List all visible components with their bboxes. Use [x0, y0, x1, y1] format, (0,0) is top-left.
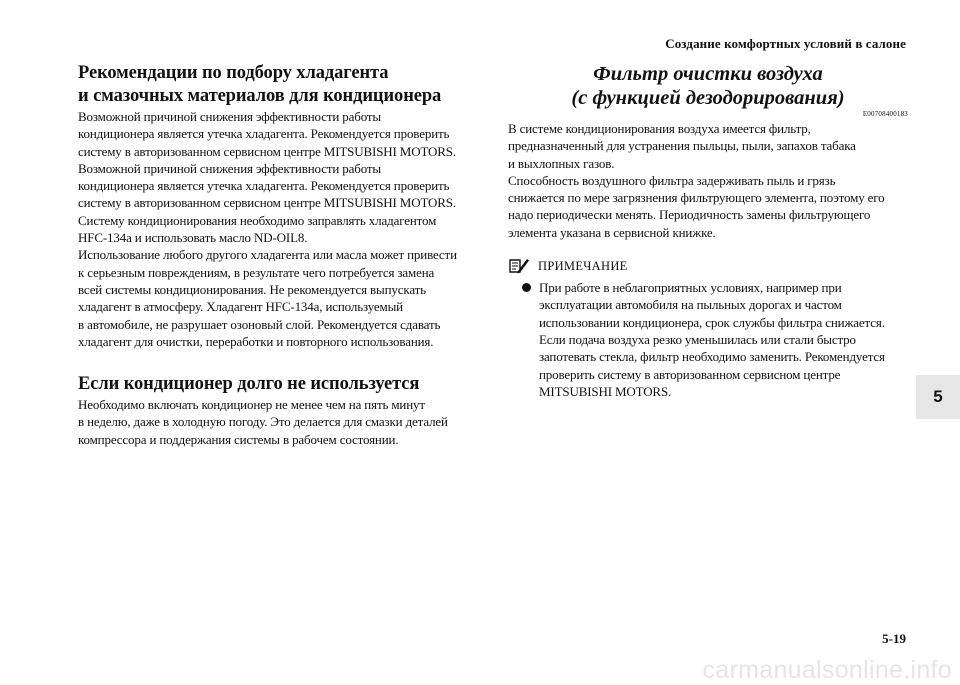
text-line: При работе в неблагоприятных условиях, например при — [539, 280, 842, 296]
text-line: хладагент для очистки, переработки и повторного использования. — [78, 333, 434, 349]
text-line: снижается по мере загрязнения фильтрующего элемента, поэтому его — [508, 190, 885, 206]
refrigerant-paragraph — [78, 108, 478, 350]
text-line: к серьезным повреждениям, в результате чего потребуется замена — [78, 264, 435, 280]
filter-section-title — [508, 62, 908, 110]
section-title-line: и смазочных материалов для кондиционера — [78, 86, 442, 106]
text-line: Возможной причиной снижения эффективности работы — [78, 160, 381, 176]
text-line: В системе кондиционирования воздуха имеется фильтр, — [508, 121, 811, 136]
text-line: хладагент в атмосферу. Хладагент HFC-134a, используемый — [78, 299, 403, 315]
text-line: проверить систему в авторизованном сервисном центре — [539, 366, 841, 382]
section-title-unused: Если кондиционер долго не используется — [78, 374, 420, 395]
text-line: кондиционера является утечка хладагента. Рекомендуется проверить — [78, 126, 450, 142]
text-line: эксплуатации автомобиля на пыльных дорогах и частом — [539, 297, 842, 313]
note-text — [539, 279, 885, 400]
section-code: E00708400183 — [862, 110, 908, 118]
text-line: использовании кондиционера, срок службы фильтра снижается. — [539, 314, 885, 330]
note-label: ПРИМЕЧАНИЕ — [538, 258, 628, 273]
note-header — [508, 257, 908, 275]
text-line: всей системы кондиционирования. Не рекомендуется выпускать — [78, 281, 426, 297]
running-header: Создание комфортных условий в салоне — [665, 36, 906, 51]
filter-title-line: (с функцией дезодорирования) — [571, 87, 845, 109]
section-title-line: Рекомендации по подбору хладагента — [78, 63, 389, 83]
unused-paragraph — [78, 396, 478, 448]
right-column — [508, 62, 908, 400]
text-line: предназначенный для устранения пыльцы, пыли, запахов табака — [508, 138, 856, 154]
filter-paragraph — [508, 120, 908, 241]
text-line: и выхлопных газов. — [508, 155, 615, 171]
text-line: кондиционера является утечка хладагента. Рекомендуется проверить — [78, 178, 450, 194]
text-line: MITSUBISHI MOTORS. — [539, 383, 672, 399]
chapter-tab: 5 — [916, 375, 960, 419]
text-line: надо периодически менять. Периодичность замены фильтрующего — [508, 207, 871, 223]
section-title-refrigerant — [78, 62, 478, 108]
text-line: Систему кондиционирования необходимо заправлять хладагентом — [78, 212, 437, 228]
text-line: систему в авторизованном сервисном центре MITSUBISHI MOTORS. — [78, 143, 456, 159]
text-line: Возможной причиной снижения эффективности работы — [78, 109, 381, 124]
text-line: Если подача воздуха резко уменьшилась или стали быстро — [539, 331, 856, 347]
text-line: Способность воздушного фильтра задерживать пыль и грязь — [508, 172, 836, 188]
note-item — [508, 279, 908, 400]
text-line: в автомобиле, не разрушает озоновый слой. Рекомендуется сдавать — [78, 316, 441, 332]
note-pencil-icon — [508, 257, 530, 275]
filter-title-line: Фильтр очистки воздуха — [593, 63, 823, 85]
text-line: Использование любого другого хладагента или масла может привести — [78, 247, 457, 263]
text-line: в неделю, даже в холодную погоду. Это делается для смазки деталей — [78, 414, 448, 430]
watermark: carmanualsonline.info — [702, 656, 952, 684]
text-line: компрессора и поддержания системы в рабочем состоянии. — [78, 431, 399, 447]
bullet-icon — [522, 283, 531, 292]
text-line: элемента указана в сервисной книжке. — [508, 224, 716, 240]
text-line: систему в авторизованном сервисном центре MITSUBISHI MOTORS. — [78, 195, 456, 211]
text-line: HFC-134a и использовать масло ND-OIL8. — [78, 230, 308, 246]
text-line: запотевать стекла, фильтр необходимо заменить. Рекомендуется — [539, 349, 885, 365]
left-column — [78, 62, 478, 448]
page-number: 5-19 — [882, 631, 906, 646]
text-line: Необходимо включать кондиционер не менее чем на пять минут — [78, 397, 425, 413]
